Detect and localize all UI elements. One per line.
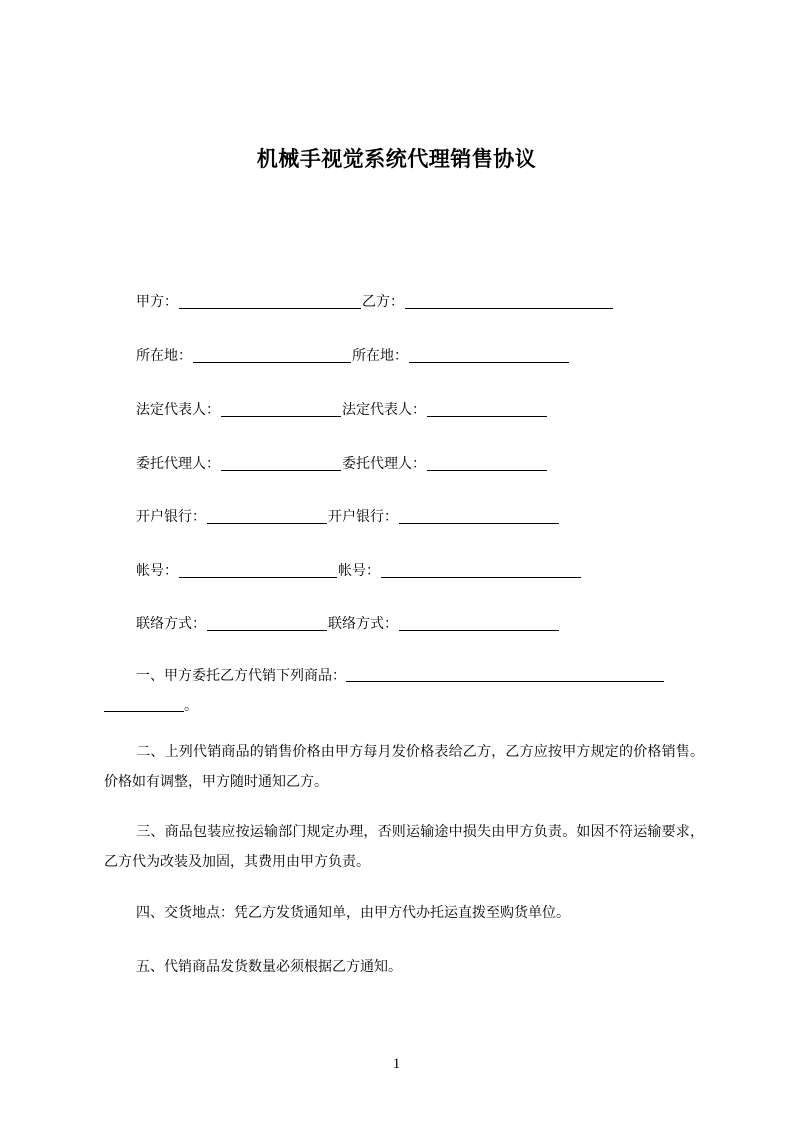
party-b-name-label: 乙方： <box>362 294 404 310</box>
party-a-name-label: 甲方： <box>136 294 178 310</box>
party-a-address-field[interactable] <box>193 348 351 363</box>
party-b-contact-label: 联络方式： <box>328 616 398 632</box>
party-row-agent <box>136 454 548 474</box>
clause-1-text: 一、甲方委托乙方代销下列商品： <box>136 668 346 684</box>
clause-3-text: 三、商品包装应按运输部门规定办理，否则运输途中损失由甲方负责。如因不符运输要求，乙方代为改装及加固，其费用由甲方负责。 <box>104 824 704 870</box>
party-b-address-label: 所在地： <box>352 348 408 364</box>
clause-4 <box>104 898 704 928</box>
party-row-legal-rep <box>136 400 548 420</box>
party-b-bank-label: 开户银行： <box>328 509 398 525</box>
party-b-agent-field[interactable] <box>427 456 547 471</box>
party-a-address-label: 所在地： <box>136 348 192 364</box>
clause-1 <box>104 661 704 721</box>
party-a-account-field[interactable] <box>179 563 337 578</box>
party-a-contact-label: 联络方式： <box>136 616 206 632</box>
party-a-name-field[interactable] <box>179 294 361 309</box>
party-b-agent-label: 委托代理人： <box>342 456 426 472</box>
party-row-account <box>136 561 582 581</box>
party-row-contact <box>136 614 560 634</box>
party-b-address-field[interactable] <box>409 348 569 363</box>
clause-2-text: 二、上列代销商品的销售价格由甲方每月发价格表给乙方，乙方应按甲方规定的价格销售。价格如有调整，甲方随时通知乙方。 <box>104 744 704 790</box>
party-b-account-label: 帐号： <box>338 563 380 579</box>
party-row-bank <box>136 507 560 527</box>
party-a-agent-field[interactable] <box>221 456 341 471</box>
party-b-name-field[interactable] <box>405 294 613 309</box>
party-b-legal-rep-label: 法定代表人： <box>342 402 426 418</box>
party-a-account-label: 帐号： <box>136 563 178 579</box>
party-b-bank-field[interactable] <box>399 509 559 524</box>
clause-1-goods-field-continued[interactable] <box>104 697 184 712</box>
party-b-account-field[interactable] <box>381 563 581 578</box>
document-title: 机械手视觉系统代理销售协议 <box>256 147 537 171</box>
clause-3 <box>104 817 704 877</box>
party-a-bank-field[interactable] <box>207 509 327 524</box>
party-a-legal-rep-field[interactable] <box>221 402 341 417</box>
party-row-address <box>136 346 570 366</box>
clause-4-text: 四、交货地点：凭乙方发货通知单，由甲方代办托运直拨至购货单位。 <box>136 905 570 921</box>
party-b-contact-field[interactable] <box>399 616 559 631</box>
clause-1-end: 。 <box>184 698 198 714</box>
clause-5-text: 五、代销商品发货数量必须根据乙方通知。 <box>136 959 402 975</box>
clause-5 <box>104 952 704 982</box>
party-a-legal-rep-label: 法定代表人： <box>136 402 220 418</box>
party-a-agent-label: 委托代理人： <box>136 456 220 472</box>
page-number: 1 <box>392 1056 401 1072</box>
party-a-bank-label: 开户银行： <box>136 509 206 525</box>
party-a-contact-field[interactable] <box>207 616 327 631</box>
party-b-legal-rep-field[interactable] <box>427 402 547 417</box>
clause-2 <box>104 737 704 797</box>
party-row-name <box>136 292 614 312</box>
clause-1-goods-field[interactable] <box>346 667 664 682</box>
